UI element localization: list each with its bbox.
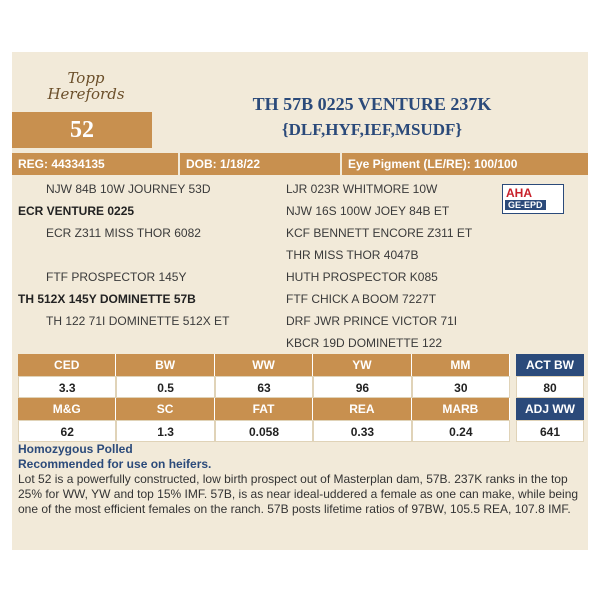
weights-table <box>516 354 584 442</box>
animal-name: TH 57B 0225 VENTURE 237K <box>252 94 492 114</box>
heifer-recommendation: Recommended for use on heifers. <box>18 457 212 471</box>
lot-description: Lot 52 is a powerfully constructed, low birth prospect out of Masterplan dam, 57B. 237K ranks in the top 25% for WW, YW and top 15% IMF. 57B, is as near ideal-uddered a female as one can make, while being one of the most efficient females on the ranch. 57B posts lifetime ratios of 97BW, 105.5 REA, 107.8 IMF. <box>18 472 579 516</box>
epd-label: MM <box>412 354 510 376</box>
eye-pigment: Eye Pigment (LE/RE): 100/100 <box>348 157 518 171</box>
epd-label: CED <box>18 354 116 376</box>
pedigree-ancestor: KBCR 19D DOMINETTE 122 <box>286 336 443 350</box>
lot-card <box>12 52 588 550</box>
epd-value: 0.058 <box>215 420 313 442</box>
pedigree-dam-sire: FTF PROSPECTOR 145Y <box>46 270 187 284</box>
epd-value: 0.24 <box>412 420 510 442</box>
epd-value: 62 <box>18 420 116 442</box>
epd-header-row <box>18 354 510 376</box>
pedigree-ancestor: KCF BENNETT ENCORE Z311 ET <box>286 226 473 240</box>
aha-ge-epd-logo <box>502 184 564 214</box>
pedigree-sire-dam: ECR Z311 MISS THOR 6082 <box>46 226 201 240</box>
date-of-birth: DOB: 1/18/22 <box>180 153 342 175</box>
epd-value: 30 <box>412 376 510 398</box>
epd-label: MARB <box>412 398 510 420</box>
epd-value-row <box>18 376 510 398</box>
ge-epd-logo-text: GE-EPD <box>505 200 546 210</box>
epd-header-row <box>18 398 510 420</box>
epd-value: 3.3 <box>18 376 116 398</box>
pedigree-dam: TH 512X 145Y DOMINETTE 57B <box>18 292 196 306</box>
genetic-status: {DLF,HYF,IEF,MSUDF} <box>281 120 463 139</box>
polled-status: Homozygous Polled <box>18 442 133 456</box>
pedigree-sire: ECR VENTURE 0225 <box>18 204 135 218</box>
lot-number: 52 <box>12 112 152 148</box>
pedigree-ancestor: NJW 16S 100W JOEY 84B ET <box>286 204 450 218</box>
actual-bw-value: 80 <box>516 376 584 398</box>
pedigree-ancestor: FTF CHICK A BOOM 7227T <box>286 292 437 306</box>
epd-value: 63 <box>215 376 313 398</box>
epd-value: 0.33 <box>313 420 411 442</box>
info-bar <box>12 153 588 175</box>
epd-label: FAT <box>215 398 313 420</box>
aha-logo-text: AHA <box>506 186 532 200</box>
epd-value: 1.3 <box>116 420 214 442</box>
epd-value: 0.5 <box>116 376 214 398</box>
epd-label: REA <box>313 398 411 420</box>
pedigree-ancestor: THR MISS THOR 4047B <box>286 248 419 262</box>
epd-label: WW <box>215 354 313 376</box>
epd-table <box>18 354 510 442</box>
epd-label: M&G <box>18 398 116 420</box>
adjusted-ww-label: ADJ WW <box>516 398 584 420</box>
epd-label: BW <box>116 354 214 376</box>
pedigree-sire-sire: NJW 84B 10W JOURNEY 53D <box>46 182 211 196</box>
epd-value-row <box>18 420 510 442</box>
pedigree-ancestor: HUTH PROSPECTOR K085 <box>286 270 438 284</box>
pedigree-ancestor: LJR 023R WHITMORE 10W <box>286 182 438 196</box>
epd-value: 96 <box>313 376 411 398</box>
pedigree-dam-dam: TH 122 71I DOMINETTE 512X ET <box>46 314 230 328</box>
epd-label: SC <box>116 398 214 420</box>
lot-notes <box>18 442 582 517</box>
pedigree-ancestor: DRF JWR PRINCE VICTOR 71I <box>286 314 458 328</box>
actual-bw-label: ACT BW <box>516 354 584 376</box>
header <box>12 52 588 152</box>
registration-number: REG: 44334135 <box>12 153 180 175</box>
epd-label: YW <box>313 354 411 376</box>
logo-text: Topp Herefords <box>47 69 125 103</box>
adjusted-ww-value: 641 <box>516 420 584 442</box>
